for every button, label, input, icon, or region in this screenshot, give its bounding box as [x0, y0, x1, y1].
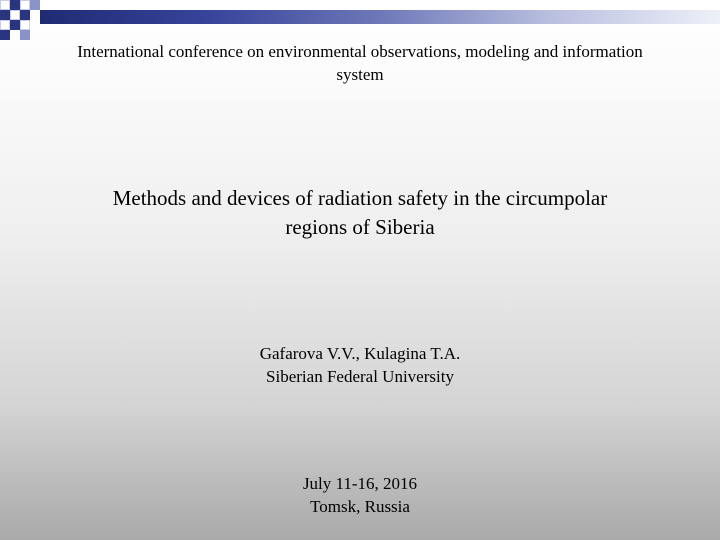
decor-square — [0, 10, 10, 20]
event-date: July 11-16, 2016 — [302, 474, 418, 493]
author-names: Gafarova V.V., Kulagina T.A. — [259, 344, 461, 363]
conference-name: International conference on environmental observations, modeling and information system — [77, 42, 643, 84]
event-location: Tomsk, Russia — [310, 497, 410, 516]
decor-square — [10, 10, 20, 20]
decor-square — [30, 0, 40, 10]
authors-block — [160, 342, 560, 388]
decor-square — [0, 20, 10, 30]
decor-square — [20, 10, 30, 20]
affiliation: Siberian Federal University — [266, 367, 454, 386]
presentation-title: Methods and devices of radiation safety in the circumpolar regions of Siberia — [112, 186, 608, 239]
decor-square — [10, 20, 20, 30]
decor-square — [10, 0, 20, 10]
decor-square — [0, 0, 10, 10]
header-bar — [40, 10, 720, 24]
decor-square — [20, 30, 30, 40]
event-info — [160, 472, 560, 518]
decor-square — [0, 30, 10, 40]
decor-square — [20, 20, 30, 30]
decor-square — [20, 0, 30, 10]
